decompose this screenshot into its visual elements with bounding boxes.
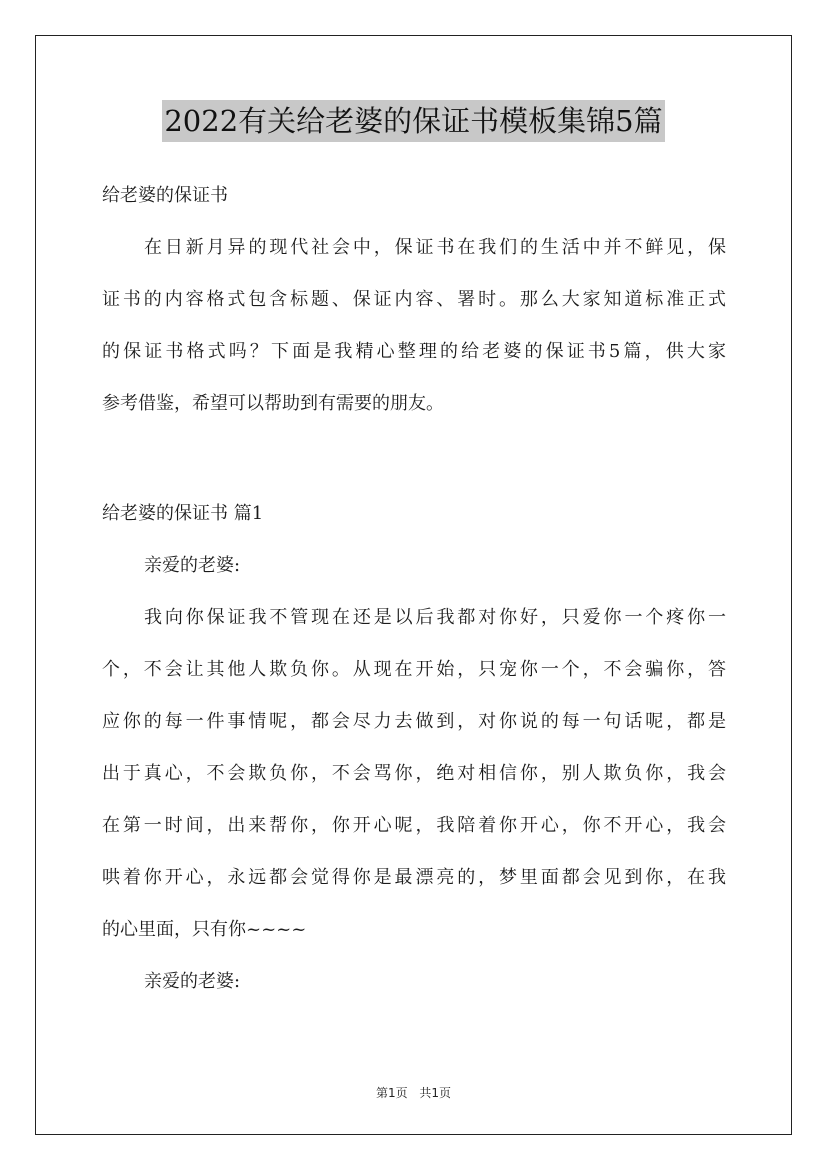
intro-line: 证书的内容格式包含标题、保证内容、署时。那么大家知道标准正式 [102, 289, 726, 310]
document-body [102, 170, 726, 1008]
spacer [102, 430, 726, 488]
salutation: 亲爱的老婆: [144, 971, 241, 992]
intro-heading: 给老婆的保证书 [102, 185, 228, 206]
section-heading: 给老婆的保证书 篇1 [102, 503, 264, 524]
body-line: 应你的每一件事情呢，都会尽力去做到，对你说的每一句话呢，都是 [102, 711, 726, 732]
body-line: 在第一时间，出来帮你，你开心呢，我陪着你开心，你不开心，我会 [102, 815, 726, 836]
intro-line: 的保证书格式吗？下面是我精心整理的给老婆的保证书5篇，供大家 [102, 341, 726, 362]
salutation: 亲爱的老婆: [144, 555, 241, 576]
page-total: 共1页 [419, 1086, 452, 1100]
page-number: 第1页 [375, 1086, 408, 1100]
body-line: 出于真心，不会欺负你，不会骂你，绝对相信你，别人欺负你，我会 [102, 763, 726, 784]
intro-line: 在日新月异的现代社会中，保证书在我们的生活中并不鲜见，保 [144, 237, 726, 258]
body-line: 个，不会让其他人欺负你。从现在开始，只宠你一个，不会骗你，答 [102, 659, 726, 680]
body-line: 我向你保证我不管现在还是以后我都对你好，只爱你一个疼你一 [144, 607, 726, 628]
document-title: 2022有关给老婆的保证书模板集锦5篇 [162, 100, 664, 142]
page-footer [0, 1084, 827, 1101]
body-line: 哄着你开心，永远都会觉得你是最漂亮的，梦里面都会见到你，在我 [102, 867, 726, 888]
title-container [0, 100, 827, 142]
intro-line: 参考借鉴，希望可以帮助到有需要的朋友。 [102, 393, 444, 414]
body-line: 的心里面，只有你~~~~ [102, 919, 307, 940]
